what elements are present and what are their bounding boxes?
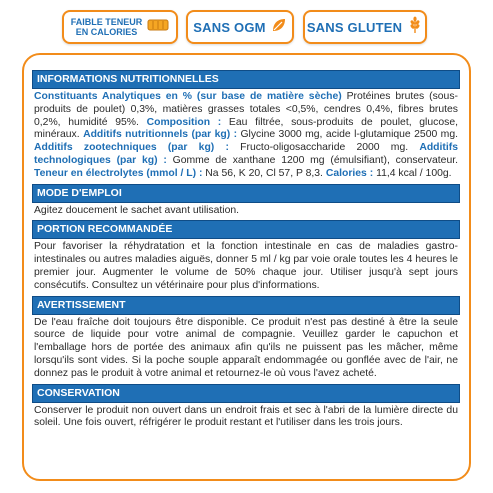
electrolytes-text: Na 56, K 20, Cl 57, P 8,3. xyxy=(202,167,326,179)
portion-header: PORTION RECOMMANDÉE xyxy=(32,220,460,239)
low-calorie-badge xyxy=(62,10,178,44)
technological-additives-label: Additifs technologiques (par kg) : xyxy=(34,142,458,166)
gluten-free-label: SANS GLUTEN xyxy=(306,19,403,35)
nutrition-header: INFORMATIONS NUTRITIONNELLES xyxy=(32,70,460,89)
info-content xyxy=(32,70,460,433)
composition-label: Composition : xyxy=(146,116,222,128)
storage-header: CONSERVATION xyxy=(32,384,460,403)
leaf-icon xyxy=(271,17,287,38)
storage-body: Conserver le produit non ouvert dans un endroit frais et sec à l'abri de la lumière directe du soleil. Une fois ouvert, réfrigérer le produit restant et l'utiliser dans les trois jours. xyxy=(34,404,458,429)
calories-label: Calories : xyxy=(325,167,374,179)
zootechnical-additives-text: Fructo-oligosaccharide 2000 mg. xyxy=(228,142,420,154)
warning-body: De l'eau fraîche doit toujours être disponible. Ce produit n'est pas destiné à être la seule source de liquide pour votre animal de compagnie. Veuillez garder le capuchon et l'emballage hors de portée des animaux afin qu'ils ne puissent pas les mâcher, même lorsqu'ils sont vides. Si la poche souple apparaît endommagée ou gonflée avec de l'air, ne donnez pas le produit à votre animal et retournez-le où vous l'avez acheté. xyxy=(34,316,458,379)
calories-text: 11,4 kcal / 100g. xyxy=(373,167,452,179)
composition-text: Eau filtrée, sous-produits de poulet, glucose, minéraux. xyxy=(34,116,458,141)
low-calorie-line2: EN CALORIES xyxy=(75,27,138,37)
calorie-block-icon xyxy=(147,18,169,37)
gluten-free-badge xyxy=(303,10,427,44)
nutritional-additives-label: Additifs nutritionnels (par kg) : xyxy=(83,129,238,141)
zootechnical-additives-label: Additifs zootechniques (par kg) : xyxy=(34,142,229,154)
nutrition-body xyxy=(32,89,460,184)
usage-header: MODE D'EMPLOI xyxy=(32,184,460,203)
technological-additives-text: Gomme de xanthane 1200 mg (émulsifiant), conservateur. xyxy=(166,154,458,166)
usage-body: Agitez doucement le sachet avant utilisation. xyxy=(34,204,240,216)
low-calorie-text xyxy=(71,17,143,37)
warning-header: AVERTISSEMENT xyxy=(32,296,460,315)
non-gmo-badge xyxy=(186,10,294,44)
wheat-icon xyxy=(407,16,423,39)
non-gmo-label: SANS OGM xyxy=(193,19,266,35)
analytical-label: Constituants Analytiques en % (sur base de matière sèche) xyxy=(34,91,342,102)
low-calorie-line1: FAIBLE TENEUR xyxy=(70,17,143,27)
nutritional-additives-text: Glycine 3000 mg, acide l-glutamique 2500 mg. xyxy=(237,129,459,141)
badge-row xyxy=(0,10,493,50)
analytical-text: Protéines brutes (sous-produits de poulet) 0,3%, matières grasses totales <0,5%, cendres 0,4%, fibres brutes 0,2%, humidité 95%. xyxy=(34,91,458,128)
electrolytes-label: Teneur en électrolytes (mmol / L) : xyxy=(34,167,203,179)
portion-body: Pour favoriser la réhydratation et la fonction intestinale en cas de maladies gastro-intestinales ou autres maladies aiguës, donner 5 ml / kg par voie orale toutes les 4 heures le premier jour. Augmenter le volume de 50% chaque jour. Utiliser jusqu'à sept jours consécutifs. Consultez un vétérinaire pour plus d'informations. xyxy=(34,241,458,291)
